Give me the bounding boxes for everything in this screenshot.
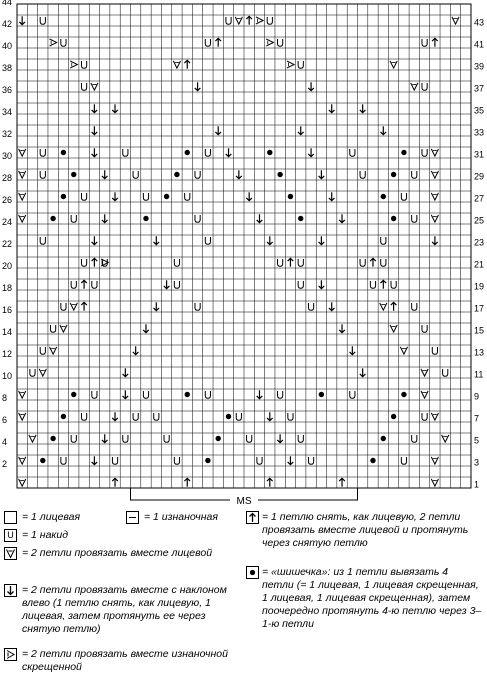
- p2tog-symbol: [4, 648, 17, 661]
- bobble-symbol: [185, 392, 190, 397]
- bobble-symbol: [71, 172, 76, 177]
- bobble-symbol: [216, 436, 221, 441]
- legend-slk: = 2 петли провязать вместе с наклоном влево (1 петлю снять, как лицевую, 1 лицевая, затем протянуть ее через снятую петлю): [22, 584, 227, 635]
- bobble-symbol: [401, 150, 406, 155]
- bobble-symbol: [381, 194, 386, 199]
- bobble-symbol: [40, 458, 45, 463]
- row-number-left: 30: [2, 151, 13, 161]
- bobble-symbol: [391, 172, 396, 177]
- bobble-symbol: [319, 392, 324, 397]
- bobble-symbol: [205, 458, 210, 463]
- row-number-left: 24: [2, 217, 13, 227]
- bobble-symbol: [226, 414, 231, 419]
- bobble-symbol: [164, 194, 169, 199]
- row-number-right: 27: [474, 193, 485, 204]
- bobble-symbol: [401, 392, 406, 397]
- legend-yo: = 1 накид: [22, 529, 69, 541]
- sl2-symbol: [246, 511, 259, 524]
- bobble-symbol: [61, 194, 66, 199]
- bobble-symbol: [61, 150, 66, 155]
- row-number-left: 32: [2, 129, 13, 139]
- legend-bobble: = «шишечка»: из 1 петли вывязать 4 петли (= 1 лицевая, 1 лицевая скрещенная, 1 лицевая, 1 лицевая скрещенная), затем поочередно протянуть 4-ю петлю через 3–1-ю петли: [262, 566, 482, 630]
- row-number-right: 25: [474, 215, 485, 226]
- row-number-right: 3: [474, 457, 480, 468]
- yo-symbol: U: [4, 529, 17, 542]
- legend-p2tog: = 2 петли провязать вместе изнаночной скрещенной: [22, 648, 228, 673]
- row-number-left: 20: [2, 261, 13, 271]
- bobble-symbol: [50, 216, 55, 221]
- chart-grid: [17, 4, 471, 488]
- row-number-left: 4: [2, 437, 8, 447]
- row-number-left: 22: [2, 239, 13, 249]
- legend-purl: = 1 изнаночная: [144, 511, 218, 523]
- row-number-right: 5: [474, 435, 480, 446]
- row-number-left: 28: [2, 173, 13, 183]
- row-number-right: 39: [474, 61, 485, 72]
- k2tog-symbol: [4, 547, 17, 560]
- repeat-bracket: [131, 488, 358, 505]
- row-number-right: 11: [474, 369, 484, 380]
- bobble-symbol: [267, 150, 272, 155]
- row-number-left: 16: [2, 305, 13, 315]
- bobble-symbol: [71, 392, 76, 397]
- row-number-left: 38: [2, 63, 13, 73]
- row-number-right: 41: [474, 39, 485, 50]
- bobble-symbol: [185, 150, 190, 155]
- row-number-right: 29: [474, 171, 485, 182]
- bobble-symbol: [277, 172, 282, 177]
- bobble-symbol: [143, 216, 148, 221]
- bobble-symbol: [370, 458, 375, 463]
- legend-knit: = 1 лицевая: [22, 511, 81, 523]
- row-number-left: 10: [2, 371, 13, 381]
- bobble-symbol: [50, 436, 55, 441]
- bobble-symbol: [298, 216, 303, 221]
- bobble-symbol: [391, 216, 396, 221]
- bobble-symbol: [381, 436, 386, 441]
- bobble-symbol: [174, 172, 179, 177]
- row-number-left: 18: [2, 283, 13, 293]
- row-number-left: 40: [2, 41, 13, 51]
- bobble-symbol: [391, 414, 396, 419]
- slk-symbol: [4, 584, 17, 597]
- row-number-left: 6: [2, 415, 8, 425]
- row-number-left: 44: [2, 0, 13, 7]
- row-number-right: 9: [474, 391, 480, 402]
- legend: [0, 505, 487, 690]
- row-number-right: 37: [474, 83, 485, 94]
- row-number-left: 36: [2, 85, 13, 95]
- row-number-left: 8: [2, 393, 8, 403]
- row-number-left: 2: [2, 459, 8, 469]
- row-number-right: 13: [474, 347, 485, 358]
- row-number-right: 35: [474, 105, 485, 116]
- row-number-right: 19: [474, 281, 485, 292]
- purl-symbol: [126, 511, 139, 524]
- row-number-right: 17: [474, 303, 485, 314]
- legend-k2tog: = 2 петли провязать вместе лицевой: [22, 547, 213, 559]
- bobble-symbol: [246, 566, 259, 579]
- bobble-symbol: [61, 414, 66, 419]
- row-number-left: 26: [2, 195, 13, 205]
- row-number-right: 23: [474, 237, 485, 248]
- row-number-right: 21: [474, 259, 485, 270]
- row-number-left: 14: [2, 327, 13, 337]
- repeat-label: MS: [236, 496, 252, 505]
- knit-symbol: [4, 511, 17, 524]
- row-number-right: 31: [474, 149, 485, 160]
- legend-sl2: = 1 петлю снять, как лицевую, 2 петли провязать вместе лицевой и протянуть через снятую петлю: [262, 511, 469, 549]
- row-number-right: 7: [474, 413, 480, 424]
- row-number-right: 15: [474, 325, 485, 336]
- row-number-left: 12: [2, 349, 13, 359]
- row-number-left: 42: [2, 19, 13, 29]
- row-number-left: 34: [2, 107, 13, 117]
- row-number-right: 1: [474, 479, 480, 490]
- bobble-symbol: [288, 194, 293, 199]
- row-number-right: 43: [474, 17, 485, 28]
- row-number-right: 33: [474, 127, 485, 138]
